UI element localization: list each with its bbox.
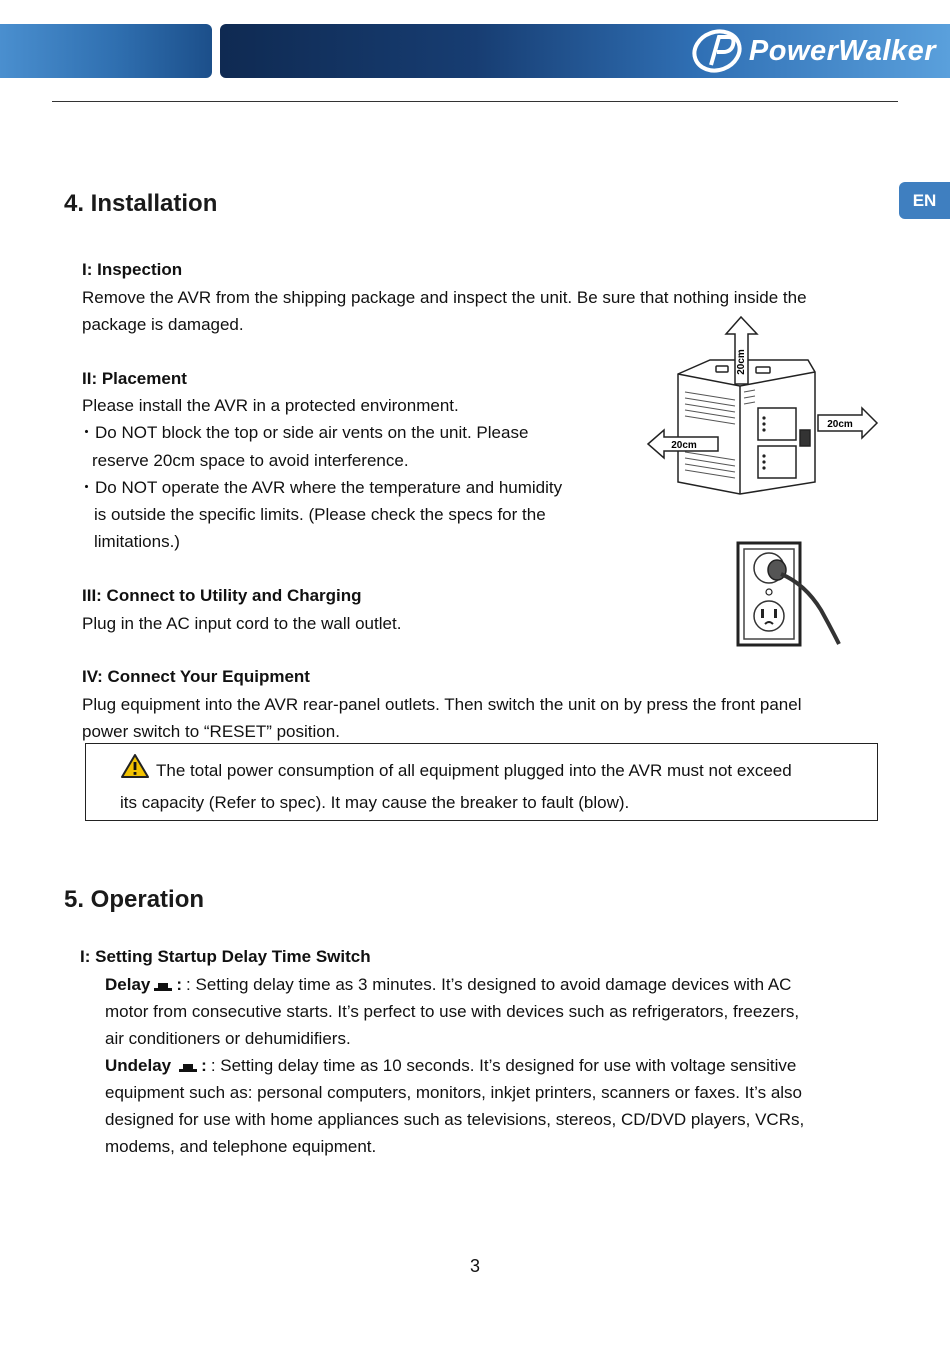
undelay-line-2: equipment such as: personal computers, monitors, inkjet printers, scanners or faxes. It’s also: [105, 1083, 803, 1102]
installation-title: 4. Installation: [64, 190, 218, 217]
delay-line-3: air conditioners or dehumidifiers.: [105, 1029, 351, 1048]
brand-logo-icon: [691, 29, 743, 73]
delay-switch-icon: [154, 981, 172, 991]
delay-row: Delay : : Setting delay time as 3 minutes. It’s designed to avoid damage devices with AC: [105, 975, 792, 994]
inspection-heading: I: Inspection: [82, 260, 183, 279]
top-clearance-label: 20cm: [736, 349, 747, 375]
delay-label: Delay: [105, 975, 151, 994]
delay-line-2: motor from consecutive starts. It’s perfect to use with devices such as refrigerators, freezers,: [105, 1002, 800, 1021]
connect-equipment-line-2: power switch to “RESET” position.: [82, 722, 340, 741]
warning-icon: [120, 753, 150, 779]
connect-equipment-heading: IV: Connect Your Equipment: [82, 667, 310, 686]
placement-line-1: Please install the AVR in a protected environment.: [82, 396, 459, 415]
left-clearance-label: 20cm: [671, 440, 697, 451]
wall-outlet-illustration: [735, 540, 847, 650]
inspection-line-2: package is damaged.: [82, 315, 244, 334]
placement-bullet-2-line-1: ・Do NOT operate the AVR where the temperature and humidity: [78, 478, 563, 497]
undelay-row: Undelay : : Setting delay time as 10 seconds. It’s designed for use with voltage sensitive: [105, 1056, 797, 1075]
warning-line-1: The total power consumption of all equipment plugged into the AVR must not exceed: [156, 761, 792, 780]
placement-bullet-1-line-1: ・Do NOT block the top or side air vents on the unit. Please: [78, 423, 529, 442]
connect-utility-heading: III: Connect to Utility and Charging: [82, 586, 362, 605]
placement-bullet-2-line-2: is outside the specific limits. (Please check the specs for the: [94, 505, 546, 524]
right-clearance-arrow: [818, 408, 877, 438]
delay-line-1: : Setting delay time as 3 minutes. It’s designed to avoid damage devices with AC: [186, 975, 792, 994]
brand-name: PowerWalker: [748, 34, 936, 67]
inspection-line-1: Remove the AVR from the shipping package and inspect the unit. Be sure that nothing inside the: [82, 288, 807, 307]
placement-bullet-2-line-3: limitations.): [94, 532, 180, 551]
undelay-label: Undelay: [105, 1056, 172, 1075]
avr-clearance-diagram: [640, 312, 885, 512]
connect-utility-line-1: Plug in the AC input cord to the wall outlet.: [82, 614, 402, 633]
connect-equipment-line-1: Plug equipment into the AVR rear-panel outlets. Then switch the unit on by press the front panel: [82, 695, 802, 714]
undelay-switch-icon: [179, 1062, 197, 1072]
right-clearance-label: 20cm: [827, 419, 853, 430]
placement-bullet-1-line-2: reserve 20cm space to avoid interference.: [92, 451, 409, 470]
warning-line-2: its capacity (Refer to spec). It may cause the breaker to fault (blow).: [120, 793, 630, 812]
undelay-line-3: designed for use with home appliances such as televisions, stereos, CD/DVD players, VCRs,: [105, 1110, 805, 1129]
brand-logo: [691, 28, 936, 74]
undelay-line-4: modems, and telephone equipment.: [105, 1137, 377, 1156]
delay-switch-heading: I: Setting Startup Delay Time Switch: [80, 947, 371, 966]
placement-heading: II: Placement: [82, 369, 187, 388]
header-left-band: [0, 24, 212, 78]
header-divider: [52, 101, 898, 102]
undelay-line-1: : Setting delay time as 10 seconds. It’s designed for use with voltage sensitive: [210, 1056, 797, 1075]
operation-title: 5. Operation: [64, 886, 205, 913]
language-tab[interactable]: EN: [899, 182, 950, 219]
page-number: 3: [469, 1256, 480, 1276]
